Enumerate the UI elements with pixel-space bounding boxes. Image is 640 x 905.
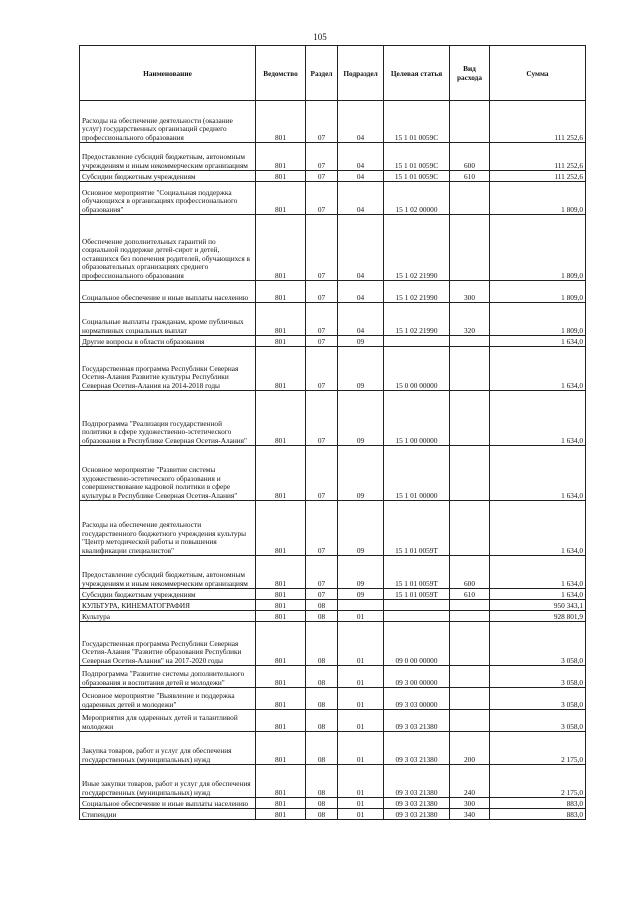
cell-sum: 111 252,6 xyxy=(490,171,586,182)
cell-sum: 1 634,0 xyxy=(490,589,586,600)
cell-section: 08 xyxy=(306,622,338,666)
cell-subsection: 09 xyxy=(338,589,384,600)
cell-sum: 1 634,0 xyxy=(490,347,586,391)
cell-article: 15 1 02 00000 xyxy=(384,182,450,215)
cell-name: Расходы на обеспечение деятельности государственного бюджетного учреждения культуры "Центр методической работы и повышения квалификации специалистов" xyxy=(80,501,256,556)
cell-expense: 600 xyxy=(450,556,490,589)
cell-dept: 801 xyxy=(256,501,306,556)
table-row xyxy=(80,101,586,143)
cell-section: 07 xyxy=(306,303,338,336)
header-section: Раздел xyxy=(306,46,338,101)
cell-article: 09 3 03 21380 xyxy=(384,732,450,765)
cell-sum: 1 809,0 xyxy=(490,182,586,215)
cell-name: Закупка товаров, работ и услуг для обеспечения государственных (муниципальных) нужд xyxy=(80,732,256,765)
header-sum: Сумма xyxy=(490,46,586,101)
cell-sum: 3 058,0 xyxy=(490,710,586,732)
cell-article: 09 3 03 21380 xyxy=(384,765,450,798)
table-row xyxy=(80,446,586,501)
table-row xyxy=(80,391,586,446)
cell-expense xyxy=(450,611,490,622)
cell-article: 09 3 03 21380 xyxy=(384,710,450,732)
cell-article xyxy=(384,600,450,611)
cell-name: Предоставление субсидий бюджетным, автономным учреждениям и иным некоммерческим организациям xyxy=(80,556,256,589)
cell-name: Социальные выплаты гражданам, кроме публичных нормативных социальных выплат xyxy=(80,303,256,336)
cell-article: 15 1 02 21990 xyxy=(384,281,450,303)
cell-dept: 801 xyxy=(256,556,306,589)
table-row xyxy=(80,303,586,336)
cell-article: 09 0 00 00000 xyxy=(384,622,450,666)
cell-name: КУЛЬТУРА, КИНЕМАТОГРАФИЯ xyxy=(80,600,256,611)
cell-sum: 3 058,0 xyxy=(490,666,586,688)
cell-section: 08 xyxy=(306,688,338,710)
cell-subsection: 04 xyxy=(338,281,384,303)
cell-name: Социальное обеспечение и иные выплаты населению xyxy=(80,281,256,303)
cell-expense: 300 xyxy=(450,281,490,303)
cell-dept: 801 xyxy=(256,143,306,171)
cell-dept: 801 xyxy=(256,347,306,391)
cell-expense xyxy=(450,336,490,347)
cell-sum: 1 809,0 xyxy=(490,215,586,281)
table-row xyxy=(80,281,586,303)
cell-dept: 801 xyxy=(256,600,306,611)
cell-article: 15 1 02 21990 xyxy=(384,303,450,336)
cell-subsection: 01 xyxy=(338,688,384,710)
cell-subsection: 09 xyxy=(338,446,384,501)
cell-expense xyxy=(450,182,490,215)
header-dept: Ведомство xyxy=(256,46,306,101)
table-row xyxy=(80,215,586,281)
table-row xyxy=(80,622,586,666)
cell-name: Социальное обеспечение и иные выплаты населению xyxy=(80,798,256,809)
cell-article: 09 3 03 00000 xyxy=(384,688,450,710)
cell-article: 15 1 02 21990 xyxy=(384,215,450,281)
cell-dept: 801 xyxy=(256,101,306,143)
cell-dept: 801 xyxy=(256,182,306,215)
cell-subsection: 01 xyxy=(338,765,384,798)
cell-name: Государственная программа Республики Северная Осетия-Алания Развитие культуры Республики Северная Осетия-Алания на 2014-2018 годы xyxy=(80,347,256,391)
cell-expense xyxy=(450,215,490,281)
cell-expense xyxy=(450,688,490,710)
cell-name: Основное мероприятие "Выявление и поддержка одаренных детей и молодежи" xyxy=(80,688,256,710)
cell-dept: 801 xyxy=(256,215,306,281)
cell-expense xyxy=(450,101,490,143)
cell-sum: 928 801,9 xyxy=(490,611,586,622)
cell-sum: 3 058,0 xyxy=(490,622,586,666)
table-row xyxy=(80,732,586,765)
cell-article: 09 3 03 21380 xyxy=(384,798,450,809)
cell-subsection: 04 xyxy=(338,171,384,182)
cell-section: 08 xyxy=(306,732,338,765)
cell-sum: 1 809,0 xyxy=(490,303,586,336)
cell-expense: 610 xyxy=(450,171,490,182)
table-row xyxy=(80,182,586,215)
cell-section: 08 xyxy=(306,600,338,611)
cell-article: 15 1 01 0059Т xyxy=(384,501,450,556)
cell-dept: 801 xyxy=(256,710,306,732)
cell-section: 08 xyxy=(306,710,338,732)
cell-subsection: 04 xyxy=(338,215,384,281)
cell-subsection: 09 xyxy=(338,391,384,446)
cell-section: 07 xyxy=(306,336,338,347)
cell-name: Иные закупки товаров, работ и услуг для обеспечения государственных (муниципальных) нужд xyxy=(80,765,256,798)
cell-subsection xyxy=(338,600,384,611)
cell-expense xyxy=(450,501,490,556)
cell-section: 07 xyxy=(306,101,338,143)
cell-name: Другие вопросы в области образования xyxy=(80,336,256,347)
table-row xyxy=(80,666,586,688)
cell-dept: 801 xyxy=(256,391,306,446)
cell-expense xyxy=(450,391,490,446)
cell-sum: 2 175,0 xyxy=(490,732,586,765)
cell-dept: 801 xyxy=(256,281,306,303)
table-row xyxy=(80,171,586,182)
cell-dept: 801 xyxy=(256,589,306,600)
cell-dept: 801 xyxy=(256,622,306,666)
table-row xyxy=(80,501,586,556)
cell-section: 07 xyxy=(306,182,338,215)
cell-article: 09 3 03 21380 xyxy=(384,809,450,820)
table-row xyxy=(80,556,586,589)
cell-article: 15 1 01 0059С xyxy=(384,171,450,182)
page-number: 105 xyxy=(313,32,327,42)
cell-dept: 801 xyxy=(256,798,306,809)
cell-sum: 1 634,0 xyxy=(490,446,586,501)
table-row xyxy=(80,798,586,809)
cell-dept: 801 xyxy=(256,446,306,501)
cell-expense: 600 xyxy=(450,143,490,171)
cell-section: 08 xyxy=(306,809,338,820)
cell-dept: 801 xyxy=(256,171,306,182)
cell-name: Подпрограмма "Реализация государственной политики в сфере художественно-эстетического образования в Республике Северная Осетия-Алания" xyxy=(80,391,256,446)
cell-expense xyxy=(450,600,490,611)
cell-section: 08 xyxy=(306,798,338,809)
cell-article: 15 1 01 00000 xyxy=(384,446,450,501)
cell-dept: 801 xyxy=(256,611,306,622)
cell-section: 07 xyxy=(306,501,338,556)
cell-section: 08 xyxy=(306,611,338,622)
cell-name: Основное мероприятие "Социальная поддержка обучающихся в организациях профессионального образования" xyxy=(80,182,256,215)
cell-sum: 1 634,0 xyxy=(490,556,586,589)
cell-article xyxy=(384,336,450,347)
cell-section: 07 xyxy=(306,171,338,182)
cell-subsection: 09 xyxy=(338,556,384,589)
cell-subsection: 01 xyxy=(338,798,384,809)
cell-expense: 340 xyxy=(450,809,490,820)
cell-name: Основное мероприятие "Развитие системы художественно-эстетического образования и совершенствование кадровой политики в сфере культуры в Республике Северная Осетия-Алания" xyxy=(80,446,256,501)
cell-article: 15 1 01 0059С xyxy=(384,101,450,143)
cell-subsection: 01 xyxy=(338,732,384,765)
cell-subsection: 04 xyxy=(338,182,384,215)
cell-subsection: 09 xyxy=(338,347,384,391)
cell-section: 07 xyxy=(306,556,338,589)
cell-name: Государственная программа Республики Северная Осетия-Алания "Развитие образования Республики Северная Осетия-Алания" на 2017-2020 годы xyxy=(80,622,256,666)
cell-name: Расходы на обеспечение деятельности (оказание услуг) государственных организаций среднего профессионального образования xyxy=(80,101,256,143)
cell-expense: 240 xyxy=(450,765,490,798)
table-row xyxy=(80,600,586,611)
cell-expense xyxy=(450,666,490,688)
cell-expense xyxy=(450,347,490,391)
cell-name: Предоставление субсидий бюджетным, автономным учреждениям и иным некоммерческим организациям xyxy=(80,143,256,171)
cell-sum: 2 175,0 xyxy=(490,765,586,798)
cell-sum: 111 252,6 xyxy=(490,101,586,143)
cell-expense: 200 xyxy=(450,732,490,765)
cell-sum: 1 634,0 xyxy=(490,336,586,347)
table-row xyxy=(80,336,586,347)
cell-section: 07 xyxy=(306,589,338,600)
cell-section: 07 xyxy=(306,446,338,501)
cell-sum: 950 343,1 xyxy=(490,600,586,611)
cell-article: 15 0 00 00000 xyxy=(384,347,450,391)
cell-expense: 610 xyxy=(450,589,490,600)
cell-name: Субсидии бюджетным учреждениям xyxy=(80,171,256,182)
cell-dept: 801 xyxy=(256,732,306,765)
cell-name: Культура xyxy=(80,611,256,622)
cell-subsection: 04 xyxy=(338,303,384,336)
table-row xyxy=(80,809,586,820)
cell-section: 07 xyxy=(306,143,338,171)
cell-sum: 111 252,6 xyxy=(490,143,586,171)
cell-expense: 300 xyxy=(450,798,490,809)
table-row xyxy=(80,710,586,732)
header-row xyxy=(80,46,586,101)
cell-article: 09 3 00 00000 xyxy=(384,666,450,688)
cell-article: 15 1 01 0059Т xyxy=(384,556,450,589)
cell-name: Стипендии xyxy=(80,809,256,820)
cell-subsection: 01 xyxy=(338,809,384,820)
table-row xyxy=(80,688,586,710)
cell-name: Обеспечение дополнительных гарантий по социальной поддержке детей-сирот и детей, оставшихся без попечения родителей, обучающихся в образовательных организациях среднего профессионального образования xyxy=(80,215,256,281)
cell-sum: 1 634,0 xyxy=(490,391,586,446)
cell-section: 07 xyxy=(306,347,338,391)
cell-sum: 1 809,0 xyxy=(490,281,586,303)
cell-article: 15 1 00 00000 xyxy=(384,391,450,446)
cell-section: 07 xyxy=(306,215,338,281)
cell-subsection: 01 xyxy=(338,622,384,666)
cell-sum: 883,0 xyxy=(490,809,586,820)
cell-section: 08 xyxy=(306,765,338,798)
cell-section: 07 xyxy=(306,391,338,446)
budget-table xyxy=(79,45,586,820)
header-article: Целевая статья xyxy=(384,46,450,101)
cell-dept: 801 xyxy=(256,765,306,798)
cell-dept: 801 xyxy=(256,688,306,710)
table-row xyxy=(80,765,586,798)
cell-name: Мероприятия для одаренных детей и талантливой молодежи xyxy=(80,710,256,732)
cell-expense xyxy=(450,446,490,501)
cell-dept: 801 xyxy=(256,809,306,820)
cell-subsection: 01 xyxy=(338,710,384,732)
cell-name: Подпрограмма "Развитие системы дополнительного образования и воспитания детей и молодежи" xyxy=(80,666,256,688)
cell-sum: 3 058,0 xyxy=(490,688,586,710)
cell-expense: 320 xyxy=(450,303,490,336)
cell-subsection: 09 xyxy=(338,336,384,347)
cell-subsection: 04 xyxy=(338,143,384,171)
header-name: Наименование xyxy=(80,46,256,101)
cell-subsection: 09 xyxy=(338,501,384,556)
cell-name: Субсидии бюджетным учреждениям xyxy=(80,589,256,600)
cell-dept: 801 xyxy=(256,303,306,336)
cell-expense xyxy=(450,710,490,732)
cell-subsection: 01 xyxy=(338,666,384,688)
table-row xyxy=(80,611,586,622)
cell-subsection: 01 xyxy=(338,611,384,622)
cell-dept: 801 xyxy=(256,666,306,688)
cell-sum: 883,0 xyxy=(490,798,586,809)
cell-section: 07 xyxy=(306,281,338,303)
cell-article: 15 1 01 0059С xyxy=(384,143,450,171)
table-row xyxy=(80,589,586,600)
table-row xyxy=(80,347,586,391)
cell-expense xyxy=(450,622,490,666)
cell-article: 15 1 01 0059Т xyxy=(384,589,450,600)
header-subsection: Подраздел xyxy=(338,46,384,101)
cell-sum: 1 634,0 xyxy=(490,501,586,556)
cell-article xyxy=(384,611,450,622)
cell-subsection: 04 xyxy=(338,101,384,143)
cell-section: 08 xyxy=(306,666,338,688)
cell-dept: 801 xyxy=(256,336,306,347)
header-expense: Вид расхода xyxy=(450,46,490,101)
table-row xyxy=(80,143,586,171)
